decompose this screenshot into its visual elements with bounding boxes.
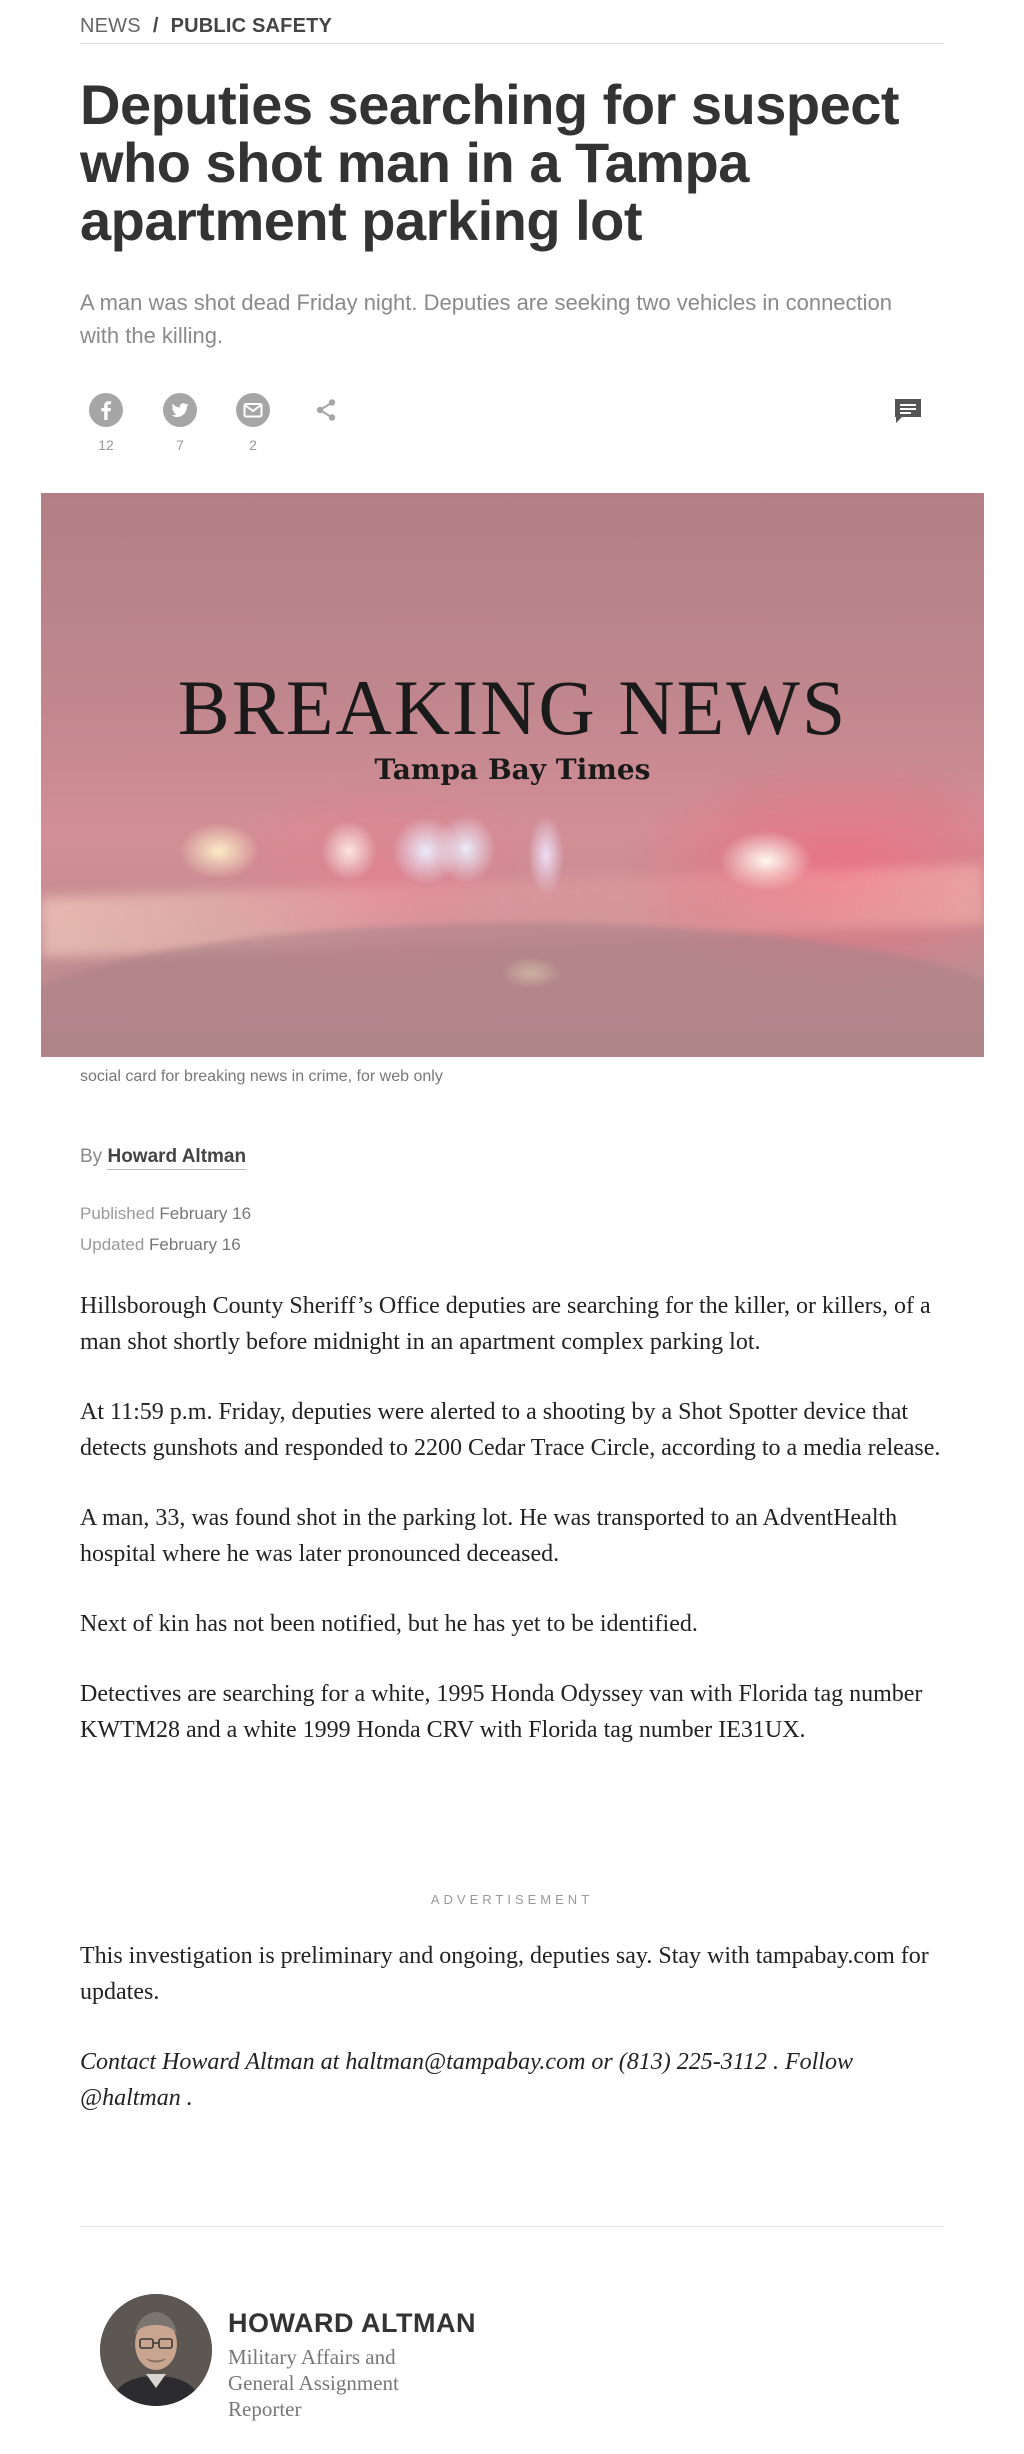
hero-image — [41, 493, 984, 1057]
comment-icon — [892, 414, 924, 431]
article-paragraph: Hillsborough County Sheriff’s Office deputies are searching for the killer, or killers, of a man shot shortly before midnight in an apartment complex parking lot. — [80, 1293, 931, 1355]
facebook-icon — [89, 393, 123, 427]
comments-button[interactable] — [892, 395, 924, 427]
publication-wordmark: Tampa Bay Times — [374, 753, 651, 786]
published-label: Published — [80, 1204, 155, 1223]
share-bar — [80, 393, 944, 463]
article-dates — [80, 1198, 944, 1260]
article-headline: Deputies searching for suspect who shot man in a Tampa apartment parking lot — [80, 73, 900, 252]
updated-value: February 16 — [149, 1235, 241, 1254]
section-divider — [80, 2226, 944, 2227]
byline — [80, 1146, 944, 1168]
author-avatar[interactable] — [100, 2294, 212, 2406]
breadcrumb-section-link[interactable]: NEWS — [80, 15, 141, 37]
facebook-share-count: 12 — [98, 437, 114, 453]
share-icon — [309, 393, 343, 427]
article-paragraph: At 11:59 p.m. Friday, deputies were alerted to a shooting by a Shot Spotter device that detects gunshots and responded to 2200 Cedar Trace Circle, according to a media release. — [80, 1399, 941, 1461]
breadcrumb-separator: / — [152, 15, 159, 37]
article-body-continued — [80, 1938, 944, 2150]
breadcrumb — [80, 10, 944, 44]
author-link[interactable]: Howard Altman — [107, 1146, 246, 1170]
article-paragraph: Next of kin has not been notified, but he has yet to be identified. — [80, 1611, 698, 1637]
breaking-news-title: BREAKING NEWS — [177, 664, 848, 751]
article-paragraph: This investigation is preliminary and ongoing, deputies say. Stay with tampabay.com for updates. — [80, 1943, 929, 2005]
author-card-name[interactable]: HOWARD ALTMAN — [228, 2308, 476, 2338]
email-share-count: 2 — [249, 437, 257, 453]
twitter-share-button[interactable] — [160, 393, 200, 453]
updated-date — [80, 1229, 944, 1260]
byline-prefix: By — [80, 1146, 103, 1167]
article-dek: A man was shot dead Friday night. Deputies are seeking two vehicles in connection with the killing. — [80, 290, 893, 348]
article-paragraph: Detectives are searching for a white, 1995 Honda Odyssey van with Florida tag number KWTM28 and a white 1999 Honda CRV with Florida tag number IE31UX. — [80, 1681, 923, 1743]
breadcrumb-subsection-link[interactable]: PUBLIC SAFETY — [170, 15, 333, 37]
twitter-share-count: 7 — [176, 437, 184, 453]
share-button[interactable] — [306, 393, 346, 427]
article-body — [80, 1288, 944, 1782]
article-paragraph: A man, 33, was found shot in the parking lot. He was transported to an AdventHealth hospital where he was later pronounced deceased. — [80, 1505, 898, 1567]
author-card — [100, 2294, 920, 2421]
published-date — [80, 1198, 944, 1229]
author-card-role: Military Affairs and General Assignment Reporter — [228, 2345, 399, 2421]
twitter-icon — [163, 393, 197, 427]
published-value: February 16 — [159, 1204, 252, 1223]
advertisement-label: ADVERTISEMENT — [430, 1892, 594, 1907]
facebook-share-button[interactable] — [86, 393, 126, 453]
image-caption: social card for breaking news in crime, for web only — [80, 1068, 443, 1085]
email-icon — [236, 393, 270, 427]
email-share-button[interactable] — [233, 393, 273, 453]
contact-line: Contact Howard Altman at haltman@tampabay.com or (813) 225-3112 . Follow @haltman . — [80, 2049, 853, 2111]
updated-label: Updated — [80, 1235, 145, 1254]
